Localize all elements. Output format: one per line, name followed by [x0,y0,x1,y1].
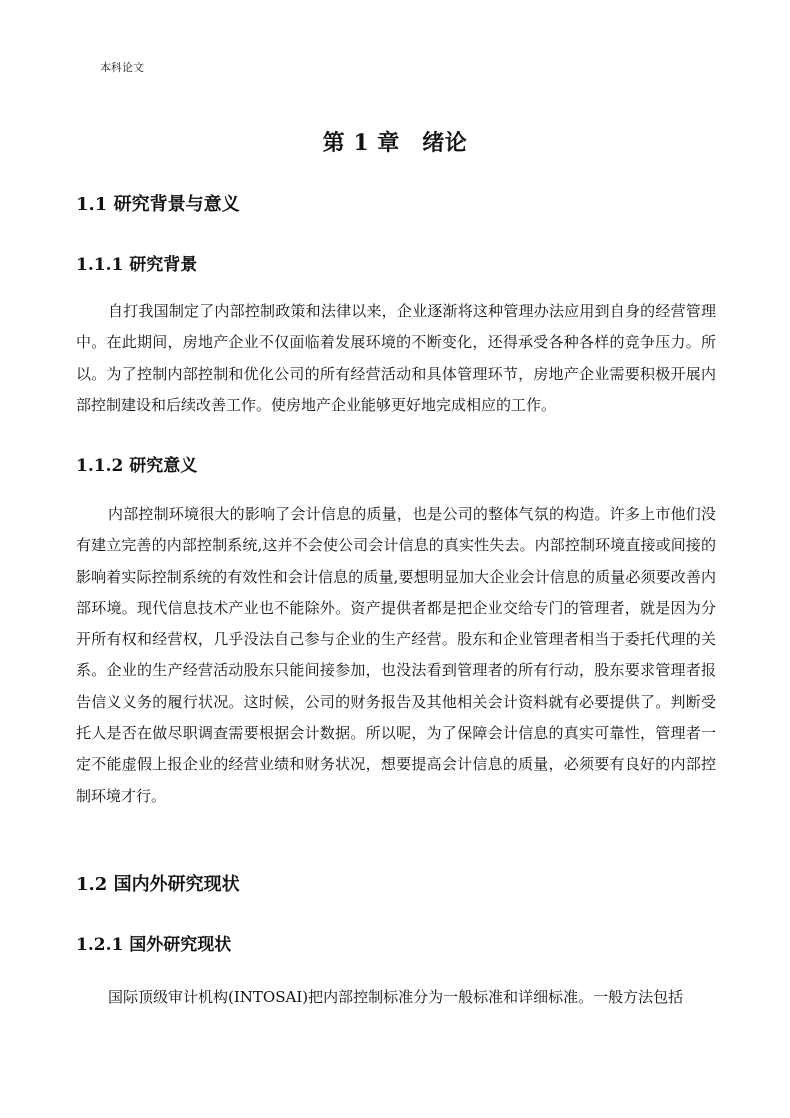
subsection-heading-1-2-1: 1.2.1 国外研究现状 [76,935,232,955]
running-header: 本科论文 [100,61,144,74]
paragraph-foreign-research: 国际顶级审计机构(INTOSAI)把内部控制标准分为一般标准和详细标准。一般方法包括 [108,988,684,1006]
subsection-heading-1-1-2: 1.1.2 研究意义 [76,456,198,476]
paragraph-research-significance: 内部控制环境很大的影响了会计信息的质量，也是公司的整体气氛的构造。许多上市他们没有建立完善的内部控制系统,这并不会使公司会计信息的真实性失去。内部控制环境直接或间接的影响着实际控制系统的有效性和会计信息的质量,要想明显加大企业会计信息的质量必须要改善内部环境。现代信息技术产业也不能除外。资产提供者都是把企业交给专门的管理者，就是因为分开所有权和经营权，几乎没法自己参与企业的生产经营。股东和企业管理者相当于委托代理的关系。企业的生产经营活动股东只能间接参加，也没法看到管理者的所有行动，股东要求管理者报告信义义务的履行状况。这时候，公司的财务报告及其他相关会计资料就有必要提供了。判断受托人是否在做尽职调查需要根据会计数据。所以呢，为了保障会计信息的真实可靠性，管理者一定不能虚假上报企业的经营业绩和财务状况，想要提高会计信息的质量，必须要有良好的内部控制环境才行。 [76,505,716,805]
section-heading-1-1: 1.1 研究背景与意义 [76,194,240,215]
chapter-title: 第 1 章 绪论 [322,130,468,156]
paragraph-research-background: 自打我国制定了内部控制政策和法律以来，企业逐渐将这种管理办法应用到自身的经营管理中。在此期间，房地产企业不仅面临着发展环境的不断变化，还得承受各种各样的竞争压力。所以。为了控制内部控制和优化公司的所有经营活动和具体管理环节，房地产企业需要积极开展内部控制建设和后续改善工作。使房地产企业能够更好地完成相应的工作。 [76,302,716,414]
section-heading-1-2: 1.2 国内外研究现状 [76,874,240,895]
subsection-heading-1-1-1: 1.1.1 研究背景 [76,255,198,275]
